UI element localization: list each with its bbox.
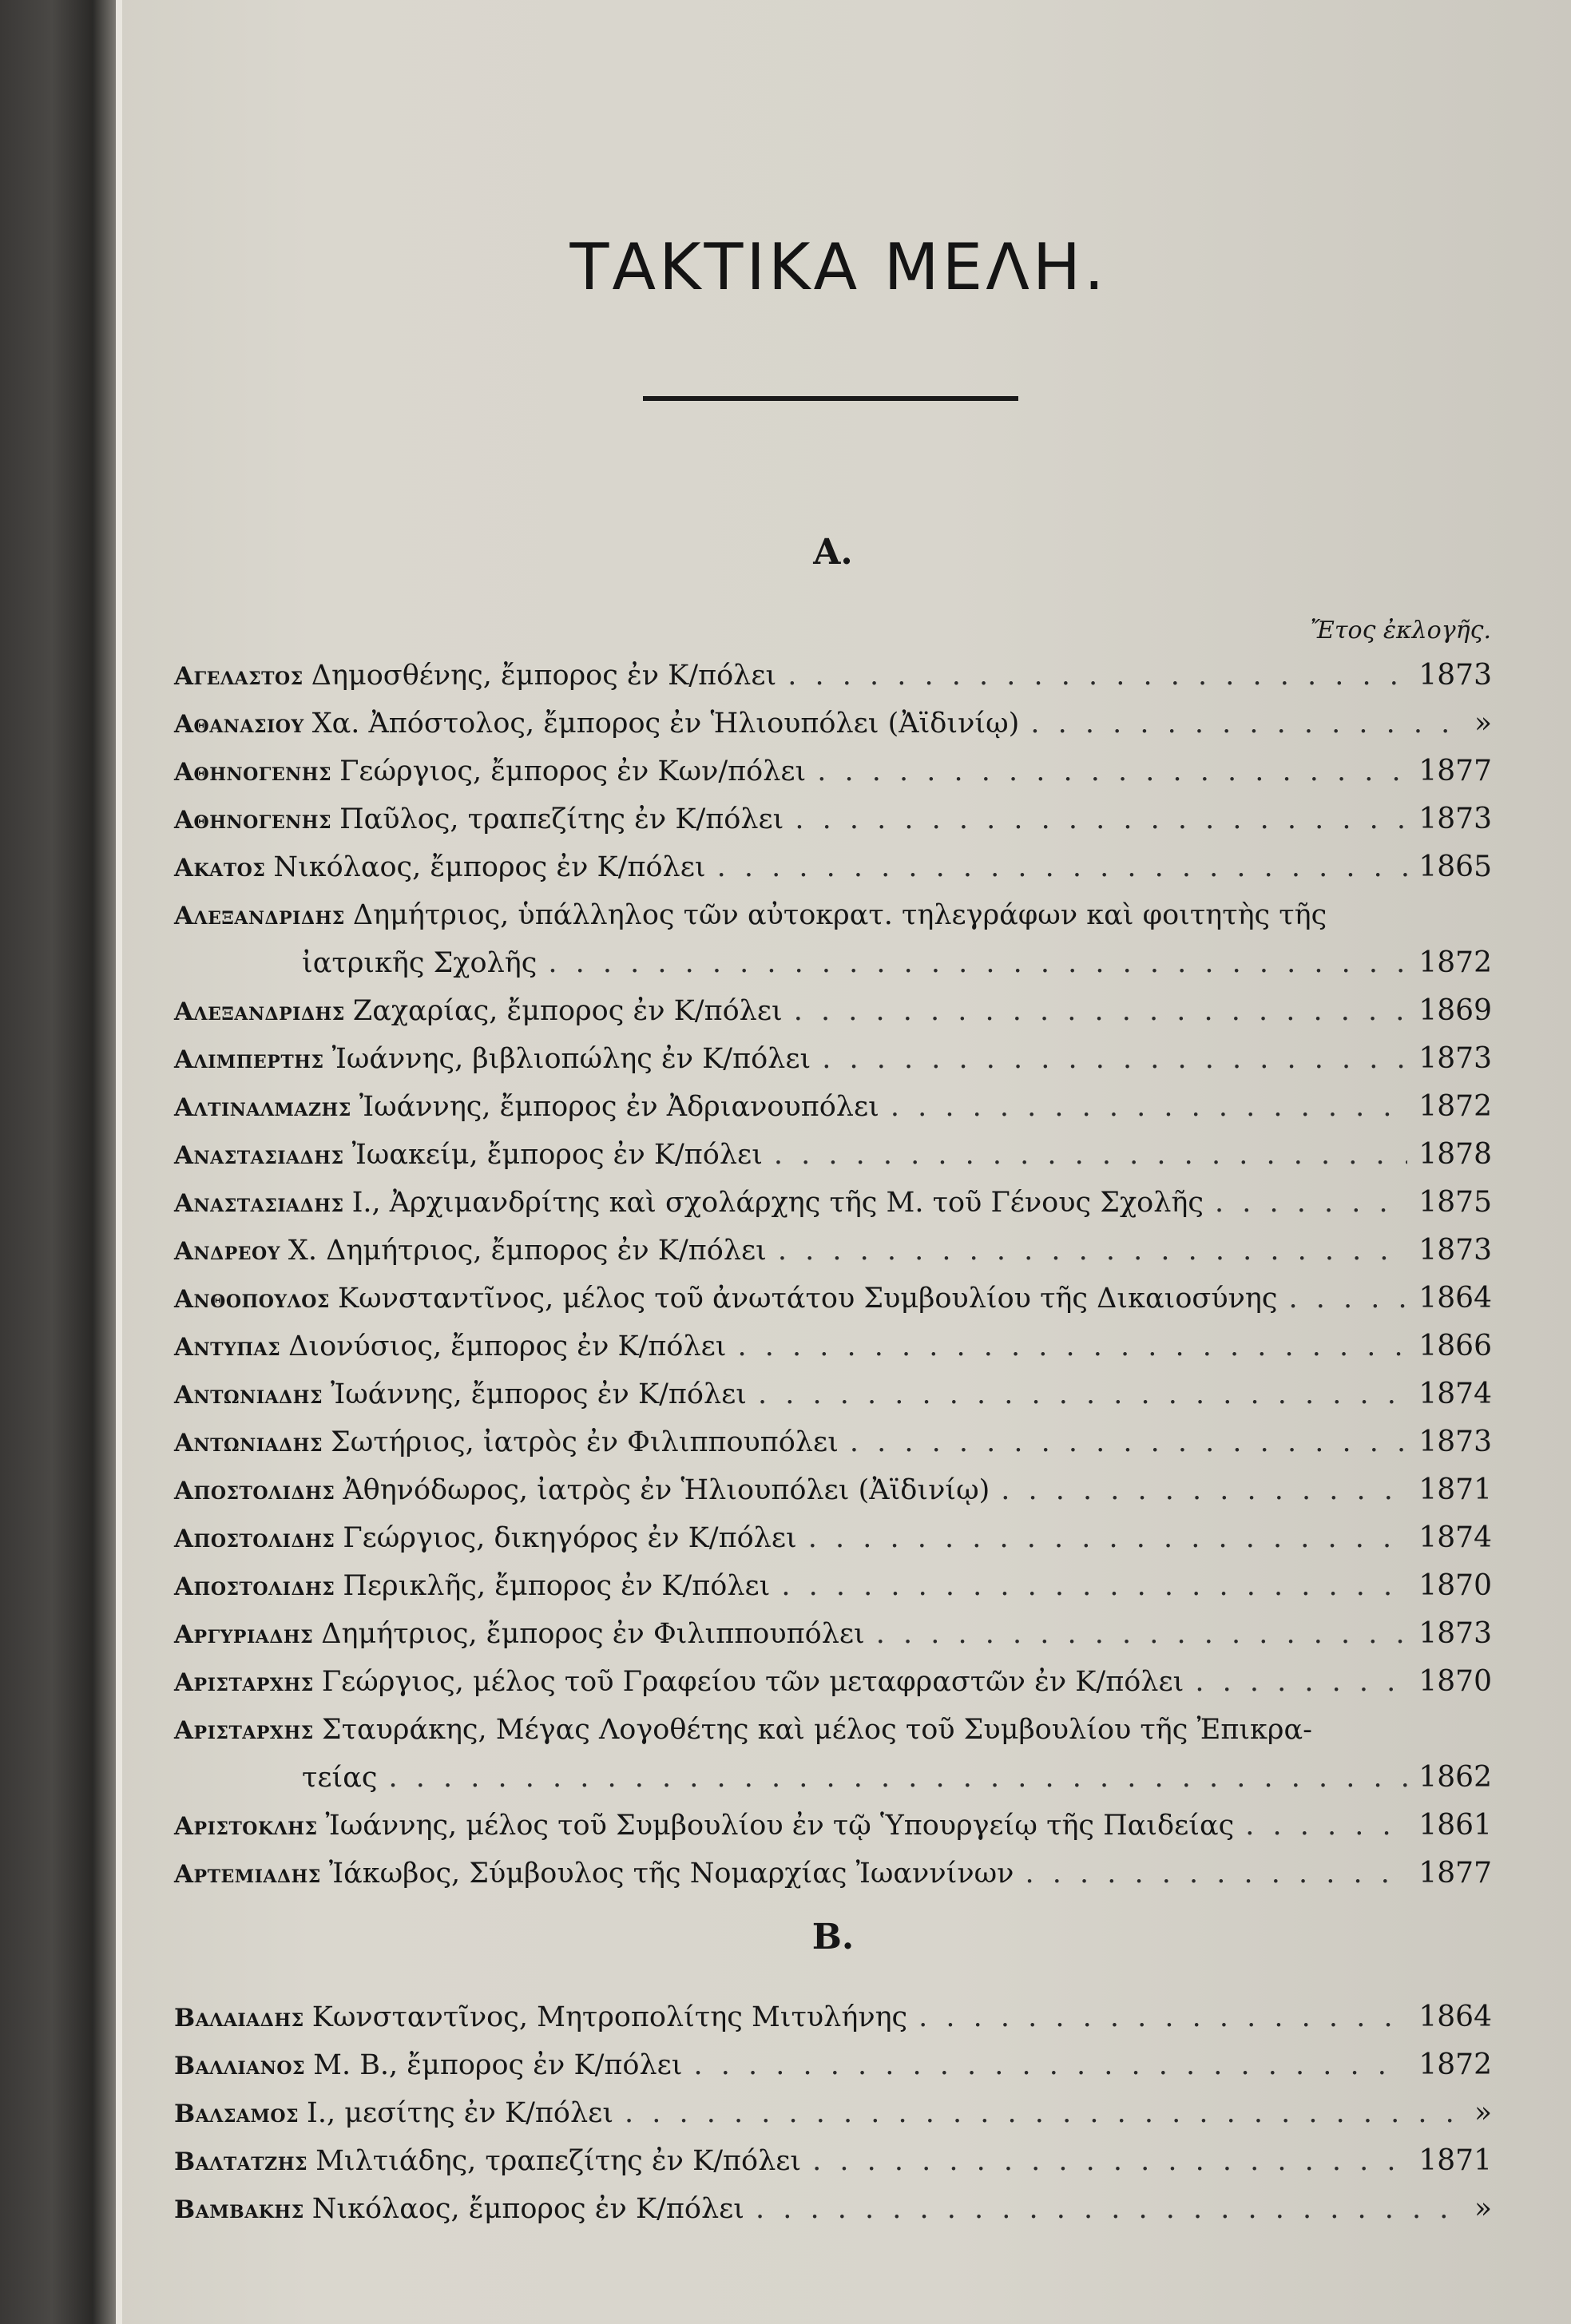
election-year: 1861	[1418, 1809, 1492, 1842]
member-description: Ι., Ἀρχιμανδρίτης καὶ σχολάρχης τῆς Μ. τοῦ Γένους Σχολῆς	[351, 1187, 1204, 1219]
member-entry	[174, 1850, 1492, 1898]
member-description: Ἰωακείμ, ἔμπορος ἐν Κ/πόλει	[351, 1139, 763, 1171]
election-year: 1866	[1418, 1330, 1492, 1362]
member-entry	[174, 2185, 1492, 2233]
dot-leader	[694, 2041, 1408, 2089]
member-description: Σταυράκης, Μέγας Λογοθέτης καὶ μέλος τοῦ Συμβουλίου τῆς Ἐπικρα-	[321, 1714, 1312, 1746]
election-year: 1872	[1418, 2048, 1492, 2081]
member-surname: Αρτεμιαδης	[174, 1860, 321, 1889]
member-surname: Ανδρεου	[174, 1237, 280, 1266]
member-surname: Ακατος	[174, 854, 266, 882]
dot-leader	[787, 652, 1407, 700]
member-entry	[174, 2137, 1492, 2185]
section-a-list	[174, 652, 1492, 1898]
member-surname: Αποστολιδης	[174, 1477, 335, 1505]
member-surname: Αντωνιαδης	[174, 1429, 323, 1457]
dot-leader	[795, 795, 1407, 843]
member-surname: Αθηνογενης	[174, 806, 332, 835]
dot-leader	[812, 2137, 1407, 2185]
dot-leader	[1030, 700, 1463, 748]
member-surname: Αριστοκλης	[174, 1812, 318, 1841]
dot-leader	[891, 1083, 1408, 1131]
member-surname: Αναστασιαδης	[174, 1189, 344, 1218]
member-description: Κωνσταντῖνος, Μητροπολίτης Μιτυλήνης	[311, 2001, 908, 2033]
member-surname: Αγελαστος	[174, 662, 303, 691]
dot-leader	[388, 1754, 1407, 1802]
member-entry	[174, 700, 1492, 748]
dot-leader	[850, 1418, 1407, 1466]
member-surname: Βαλαιαδης	[174, 2004, 304, 2033]
member-entry	[174, 1610, 1492, 1658]
member-entry	[174, 1083, 1492, 1131]
member-entry	[174, 843, 1492, 891]
dot-leader	[1001, 1466, 1407, 1514]
member-description: Νικόλαος, ἔμπορος ἐν Κ/πόλει	[273, 851, 706, 883]
dot-leader	[918, 1993, 1407, 2041]
election-year: »	[1474, 707, 1492, 740]
member-entry	[174, 1035, 1492, 1083]
member-entry	[174, 987, 1492, 1035]
section-letter-beta: Β.	[811, 1917, 855, 1957]
member-entry	[174, 1802, 1492, 1850]
election-year: 1872	[1418, 1090, 1492, 1123]
member-description: Παῦλος, τραπεζίτης ἐν Κ/πόλει	[339, 803, 784, 835]
member-description-continued: ἰατρικῆς Σχολῆς	[302, 947, 538, 979]
section-b-list	[174, 1993, 1492, 2233]
election-year: 1865	[1418, 851, 1492, 883]
member-description: Ἰωάννης, ἔμπορος ἐν Ἀδριανουπόλει	[359, 1091, 879, 1123]
member-description: Ἀθηνόδωρος, ἰατρὸς ἐν Ἡλιουπόλει (Ἀϊδινίῳ)	[343, 1474, 990, 1506]
member-description: Νικόλαος, ἔμπορος ἐν Κ/πόλει	[311, 2193, 745, 2225]
member-surname: Αποστολιδης	[174, 1525, 335, 1553]
dot-leader	[1195, 1658, 1407, 1706]
member-surname: Αντυπας	[174, 1333, 281, 1362]
election-year: 1875	[1418, 1186, 1492, 1219]
member-description: Ἰωάννης, μέλος τοῦ Συμβουλίου ἐν τῷ Ὑπουργείῳ τῆς Παιδείας	[325, 1810, 1235, 1842]
member-surname: Ανθοπουλος	[174, 1285, 330, 1314]
member-entry	[174, 1275, 1492, 1323]
election-year: 1873	[1418, 1042, 1492, 1075]
title-rule	[643, 396, 1018, 401]
member-entry	[174, 795, 1492, 843]
member-description: Δημοσθένης, ἔμπορος ἐν Κ/πόλει	[311, 660, 777, 692]
member-entry	[174, 1323, 1492, 1370]
member-description: Δημήτριος, ὑπάλληλος τῶν αὐτοκρατ. τηλεγράφων καὶ φοιτητὴς τῆς	[352, 899, 1327, 931]
member-entry	[174, 1706, 1492, 1802]
member-description: Μιλτιάδης, τραπεζίτης ἐν Κ/πόλει	[315, 2145, 802, 2177]
election-year: 1878	[1418, 1138, 1492, 1171]
member-description: Περικλῆς, ἔμπορος ἐν Κ/πόλει	[343, 1570, 771, 1602]
member-surname: Αντωνιαδης	[174, 1381, 323, 1410]
member-surname: Αρισταρχης	[174, 1668, 314, 1697]
election-year: 1870	[1418, 1569, 1492, 1602]
member-surname: Βαμβακης	[174, 2195, 304, 2224]
member-description: Γεώργιος, ἔμπορος ἐν Κων/πόλει	[339, 755, 807, 787]
dot-leader	[808, 1514, 1408, 1562]
member-description: Κωνσταντῖνος, μέλος τοῦ ἀνωτάτου Συμβουλίου τῆς Δικαιοσύνης	[337, 1283, 1278, 1315]
member-entry	[174, 891, 1492, 987]
dot-leader	[738, 1323, 1408, 1370]
member-entry	[174, 2041, 1492, 2089]
election-year: 1874	[1418, 1521, 1492, 1554]
member-surname: Βαλσαμος	[174, 2100, 300, 2128]
member-surname: Αργυριαδης	[174, 1620, 314, 1649]
election-year: 1864	[1418, 1282, 1492, 1315]
member-surname: Αλεξανδριδης	[174, 997, 345, 1026]
member-description: Ζαχαρίας, ἔμπορος ἐν Κ/πόλει	[352, 995, 783, 1027]
page-edge	[116, 0, 122, 2324]
member-entry	[174, 748, 1492, 795]
election-year: 1869	[1418, 994, 1492, 1027]
member-description: Ι., μεσίτης ἐν Κ/πόλει	[307, 2097, 614, 2129]
member-entry	[174, 1131, 1492, 1179]
election-year: 1864	[1418, 2001, 1492, 2033]
member-entry	[174, 652, 1492, 700]
dot-leader	[778, 1227, 1408, 1275]
member-description: Σωτήριος, ἰατρὸς ἐν Φιλιππουπόλει	[331, 1426, 839, 1458]
member-description: Ἰωάννης, ἔμπορος ἐν Κ/πόλει	[331, 1378, 748, 1410]
dot-leader	[548, 939, 1407, 987]
dot-leader	[1245, 1802, 1407, 1850]
member-entry	[174, 1514, 1492, 1562]
member-surname: Βαλλιανος	[174, 2052, 306, 2080]
member-description: Γεώργιος, μέλος τοῦ Γραφείου τῶν μεταφραστῶν ἐν Κ/πόλει	[321, 1666, 1184, 1698]
member-description: Χα. Ἀπόστολος, ἔμπορος ἐν Ἡλιουπόλει (Ἀϊδινίῳ)	[311, 708, 1020, 740]
election-year: 1873	[1418, 1426, 1492, 1458]
election-year: 1872	[1418, 946, 1492, 979]
member-surname: Αποστολιδης	[174, 1572, 335, 1601]
dot-leader	[756, 2185, 1459, 2233]
member-surname: Αλιμπερτης	[174, 1045, 324, 1074]
dot-leader	[625, 2089, 1455, 2137]
member-entry	[174, 1562, 1492, 1610]
member-surname: Αλτιναλμαζης	[174, 1093, 351, 1122]
member-description: Γεώργιος, δικηγόρος ἐν Κ/πόλει	[343, 1522, 797, 1554]
dot-leader	[774, 1131, 1407, 1179]
member-surname: Αθανασιου	[174, 710, 304, 739]
member-description: Χ. Δημήτριος, ἔμπορος ἐν Κ/πόλει	[288, 1235, 767, 1267]
member-description-continued: τείας	[302, 1762, 378, 1794]
dot-leader	[717, 843, 1408, 891]
book-binding-shadow	[0, 0, 116, 2324]
member-surname: Αθηνογενης	[174, 758, 332, 787]
member-entry	[174, 1993, 1492, 2041]
member-surname: Αναστασιαδης	[174, 1141, 344, 1170]
member-entry	[174, 1370, 1492, 1418]
dot-leader	[876, 1610, 1408, 1658]
election-year: »	[1474, 2096, 1492, 2129]
dot-leader	[781, 1562, 1407, 1610]
dot-leader	[758, 1370, 1407, 1418]
member-description: Ἰάκωβος, Σύμβουλος τῆς Νομαρχίας Ἰωαννίνων	[328, 1858, 1014, 1890]
election-year: 1873	[1418, 1234, 1492, 1267]
dot-leader	[1025, 1850, 1407, 1898]
member-entry	[174, 1466, 1492, 1514]
dot-leader	[1288, 1275, 1407, 1323]
member-entry	[174, 1179, 1492, 1227]
election-year: 1870	[1418, 1665, 1492, 1698]
election-year: 1871	[1418, 1473, 1492, 1506]
election-year: 1873	[1418, 803, 1492, 835]
election-year: 1873	[1418, 1617, 1492, 1650]
member-description: Μ. Β., ἔμπορος ἐν Κ/πόλει	[313, 2049, 683, 2081]
election-year: 1862	[1418, 1761, 1492, 1794]
dot-leader	[822, 1035, 1407, 1083]
member-description: Ἰωάννης, βιβλιοπώλης ἐν Κ/πόλει	[331, 1043, 811, 1075]
member-entry	[174, 1227, 1492, 1275]
section-letter-alpha: Α.	[813, 532, 853, 573]
year-column-header: Ἔτος ἐκλογῆς.	[1310, 617, 1491, 644]
member-entry	[174, 2089, 1492, 2137]
dot-leader	[1215, 1179, 1407, 1227]
member-entry	[174, 1658, 1492, 1706]
election-year: 1871	[1418, 2144, 1492, 2177]
member-description: Διονύσιος, ἔμπορος ἐν Κ/πόλει	[288, 1331, 727, 1362]
election-year: »	[1474, 2192, 1492, 2225]
member-surname: Αλεξανδριδης	[174, 902, 345, 930]
election-year: 1874	[1418, 1378, 1492, 1410]
member-description: Δημήτριος, ἔμπορος ἐν Φιλιππουπόλει	[321, 1618, 865, 1650]
dot-leader	[794, 987, 1408, 1035]
member-surname: Αρισταρχης	[174, 1716, 314, 1745]
election-year: 1877	[1418, 1857, 1492, 1890]
member-surname: Βαλτατζης	[174, 2148, 308, 2176]
page-title: ΤΑΚΤΙΚΑ ΜΕΛΗ.	[569, 230, 1108, 304]
election-year: 1873	[1418, 659, 1492, 692]
member-entry	[174, 1418, 1492, 1466]
dot-leader	[817, 748, 1407, 795]
election-year: 1877	[1418, 755, 1492, 787]
